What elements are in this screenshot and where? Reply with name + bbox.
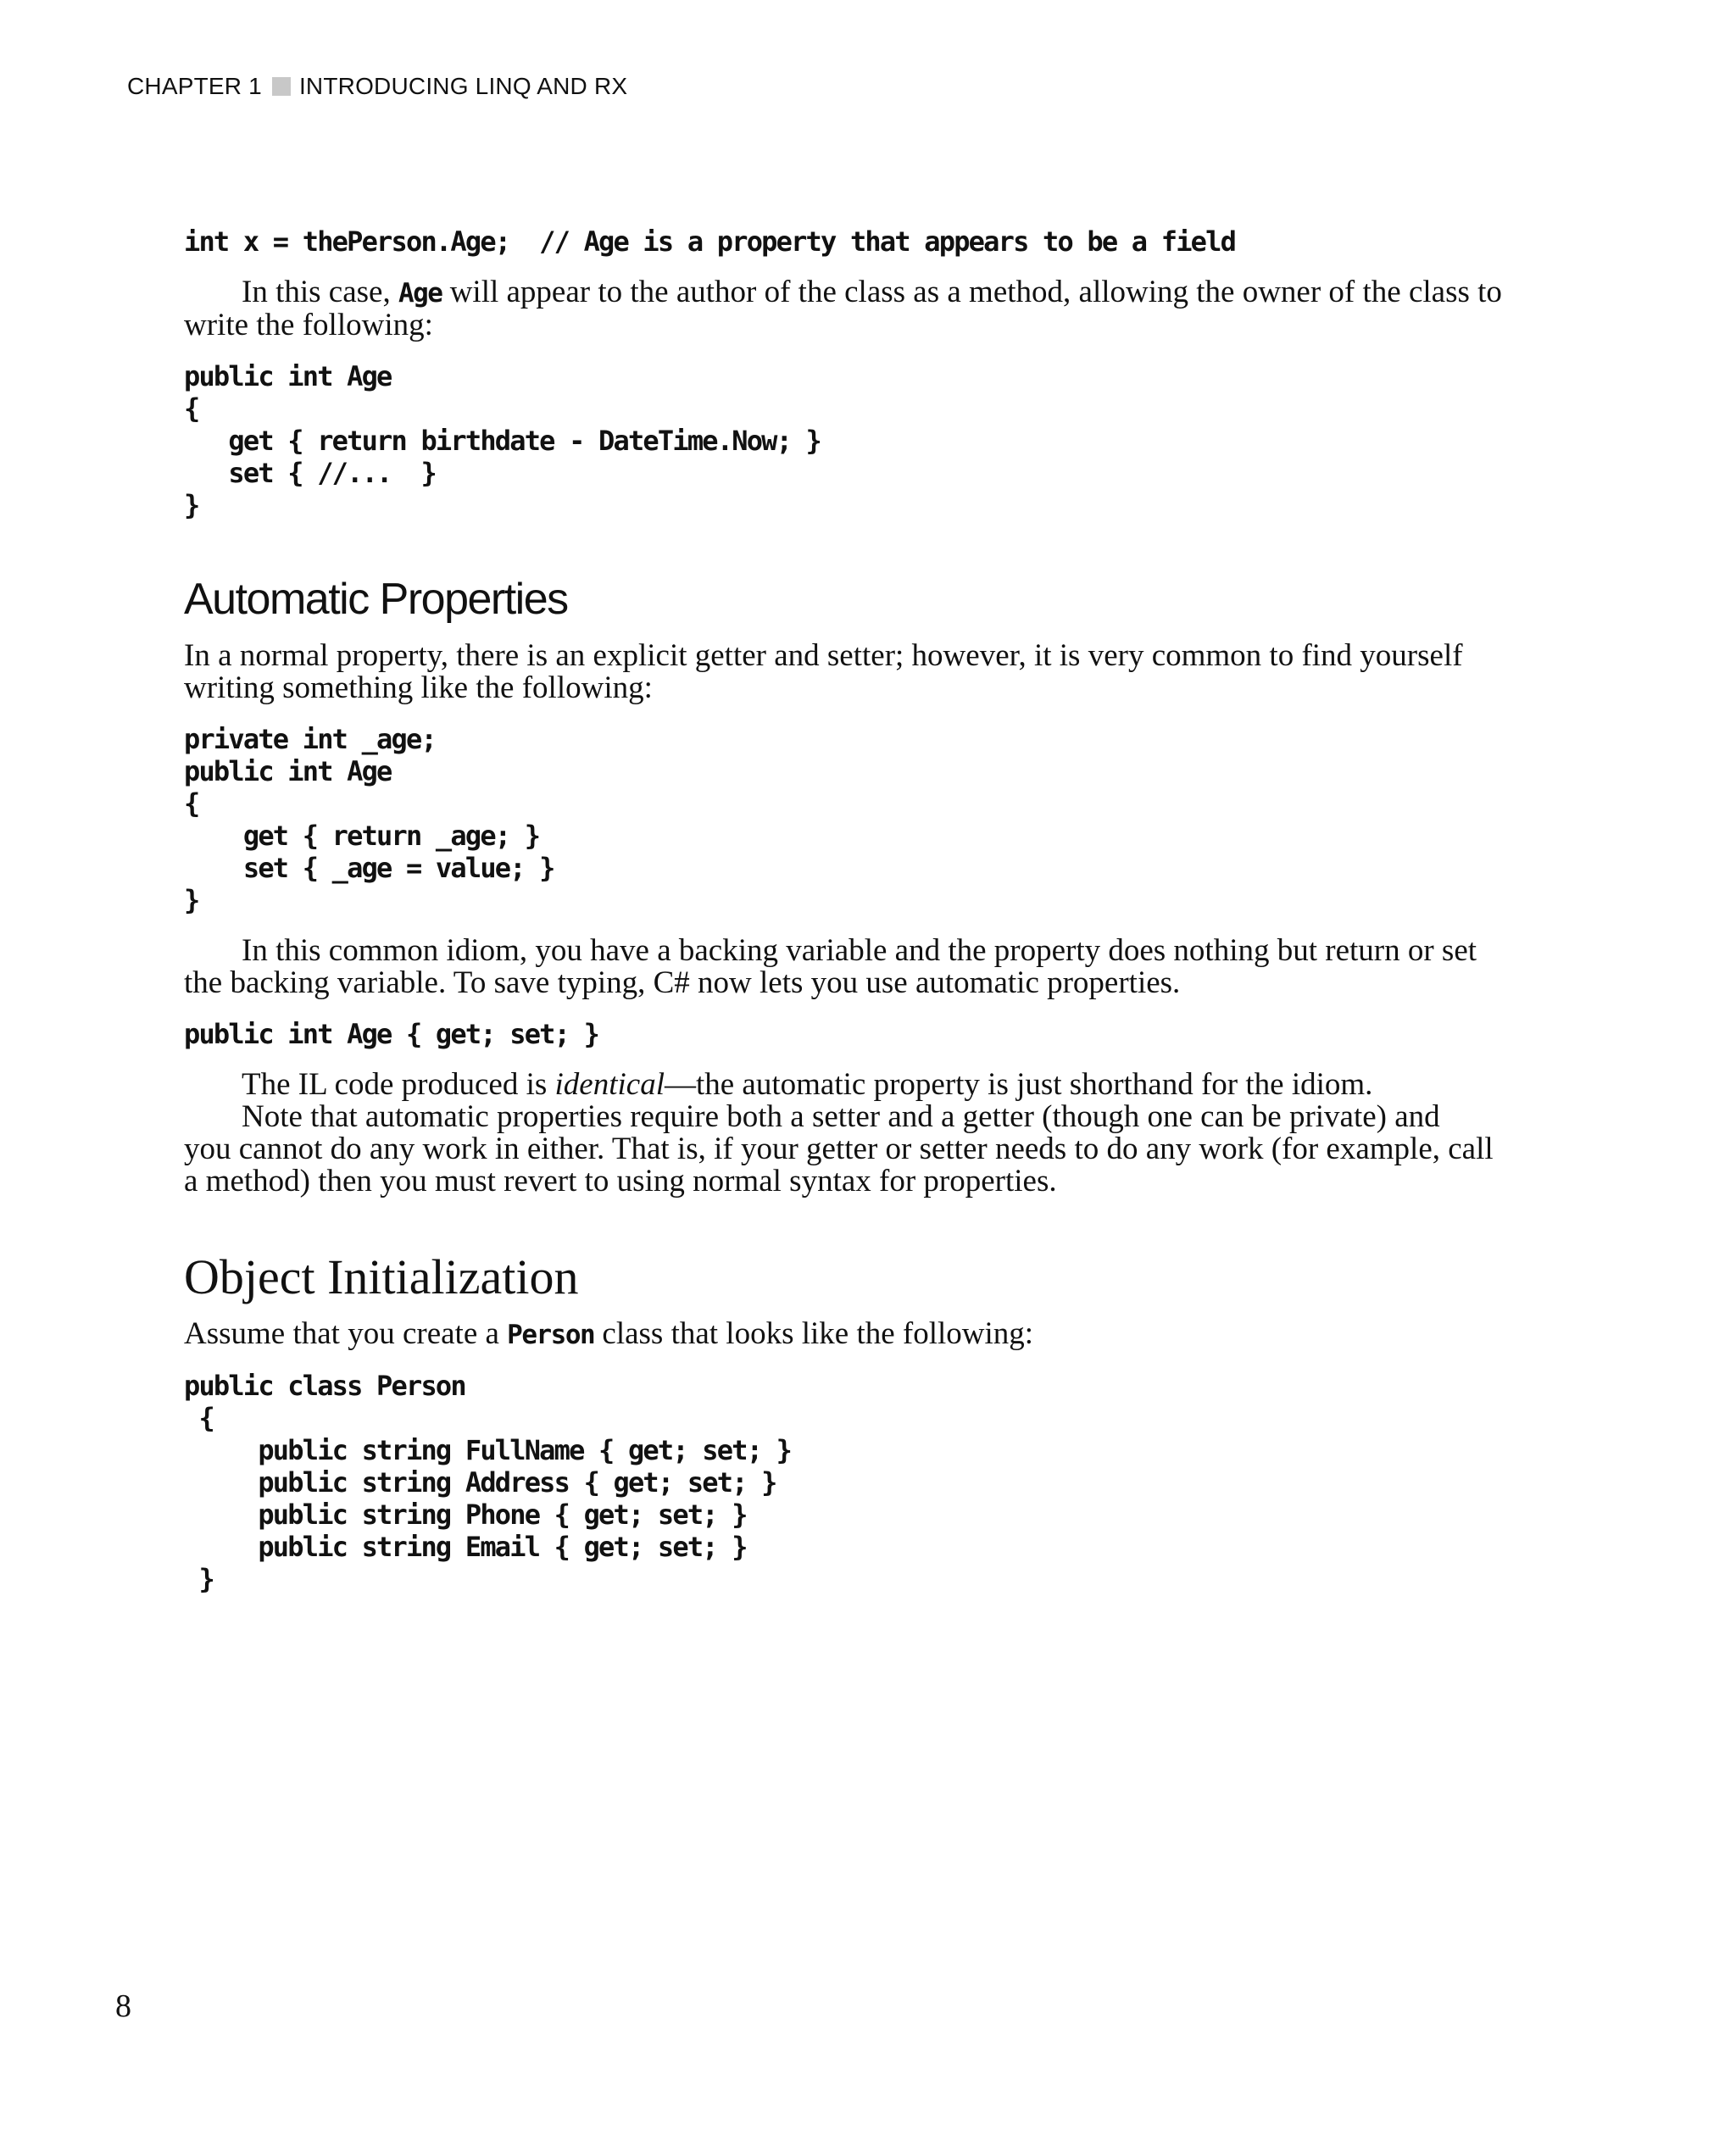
page-number: 8 <box>115 1988 131 2024</box>
paragraph-age-method <box>184 276 1540 309</box>
heading-automatic-properties: Automatic Properties <box>184 575 568 624</box>
code-snippet-age-property: public int Age { get { return birthdate - DateTime.Now; } set { //... } } <box>184 360 821 521</box>
running-head-title: INTRODUCING LINQ AND RX <box>298 73 628 99</box>
italic-identical: identical <box>554 1067 665 1102</box>
paragraph-text: class that looks like the following: <box>594 1316 1034 1351</box>
code-snippet-property-access: int x = thePerson.Age; // Age is a property that appears to be a field <box>184 225 1236 258</box>
inline-code-age: Age <box>398 278 442 309</box>
code-snippet-person-class: public class Person { public string FullName { get; set; } public string Address { get; set; } public string Phone { get; set; } public string Email { get; set; } } <box>184 1370 792 1595</box>
page-content <box>184 225 1540 1595</box>
running-head-separator-square <box>272 77 291 96</box>
paragraph-age-method-line2: write the following: <box>184 308 433 342</box>
paragraph-il-code <box>184 1069 1540 1101</box>
running-head <box>127 73 627 100</box>
running-head-chapter: CHAPTER 1 <box>127 73 262 99</box>
paragraph-note-line2: you cannot do any work in either. That is, if your getter or setter needs to do any work (for example, call <box>184 1132 1494 1166</box>
paragraph-normal-property-line1: In a normal property, there is an explicit getter and setter; however, it is very common to find yourself <box>184 638 1463 673</box>
paragraph-note-line1: Note that automatic properties require both a setter and a getter (though one can be private) and <box>242 1099 1440 1134</box>
paragraph-common-idiom-line1: In this common idiom, you have a backing variable and the property does nothing but return or set <box>242 933 1477 968</box>
inline-code-person: Person <box>507 1320 595 1350</box>
code-snippet-backing-field: private int _age; public int Age { get { return _age; } set { _age = value; } } <box>184 723 554 916</box>
paragraph-note-line3: a method) then you must revert to using normal syntax for properties. <box>184 1164 1057 1198</box>
code-snippet-auto-property: public int Age { get; set; } <box>184 1018 599 1050</box>
paragraph-person-class <box>184 1318 1540 1351</box>
paragraph-text: In this case, <box>242 275 398 309</box>
paragraph-normal-property-line2: writing something like the following: <box>184 670 653 705</box>
paragraph-common-idiom-line2: the backing variable. To save typing, C# now lets you use automatic properties. <box>184 965 1181 1000</box>
paragraph-text: will appear to the author of the class as a method, allowing the owner of the class to <box>442 275 1502 309</box>
paragraph-text: The IL code produced is <box>242 1067 555 1102</box>
paragraph-text: Assume that you create a <box>184 1316 508 1351</box>
paragraph-text: —the automatic property is just shorthand for the idiom. <box>664 1067 1373 1102</box>
heading-object-initialization: Object Initialization <box>184 1249 579 1304</box>
